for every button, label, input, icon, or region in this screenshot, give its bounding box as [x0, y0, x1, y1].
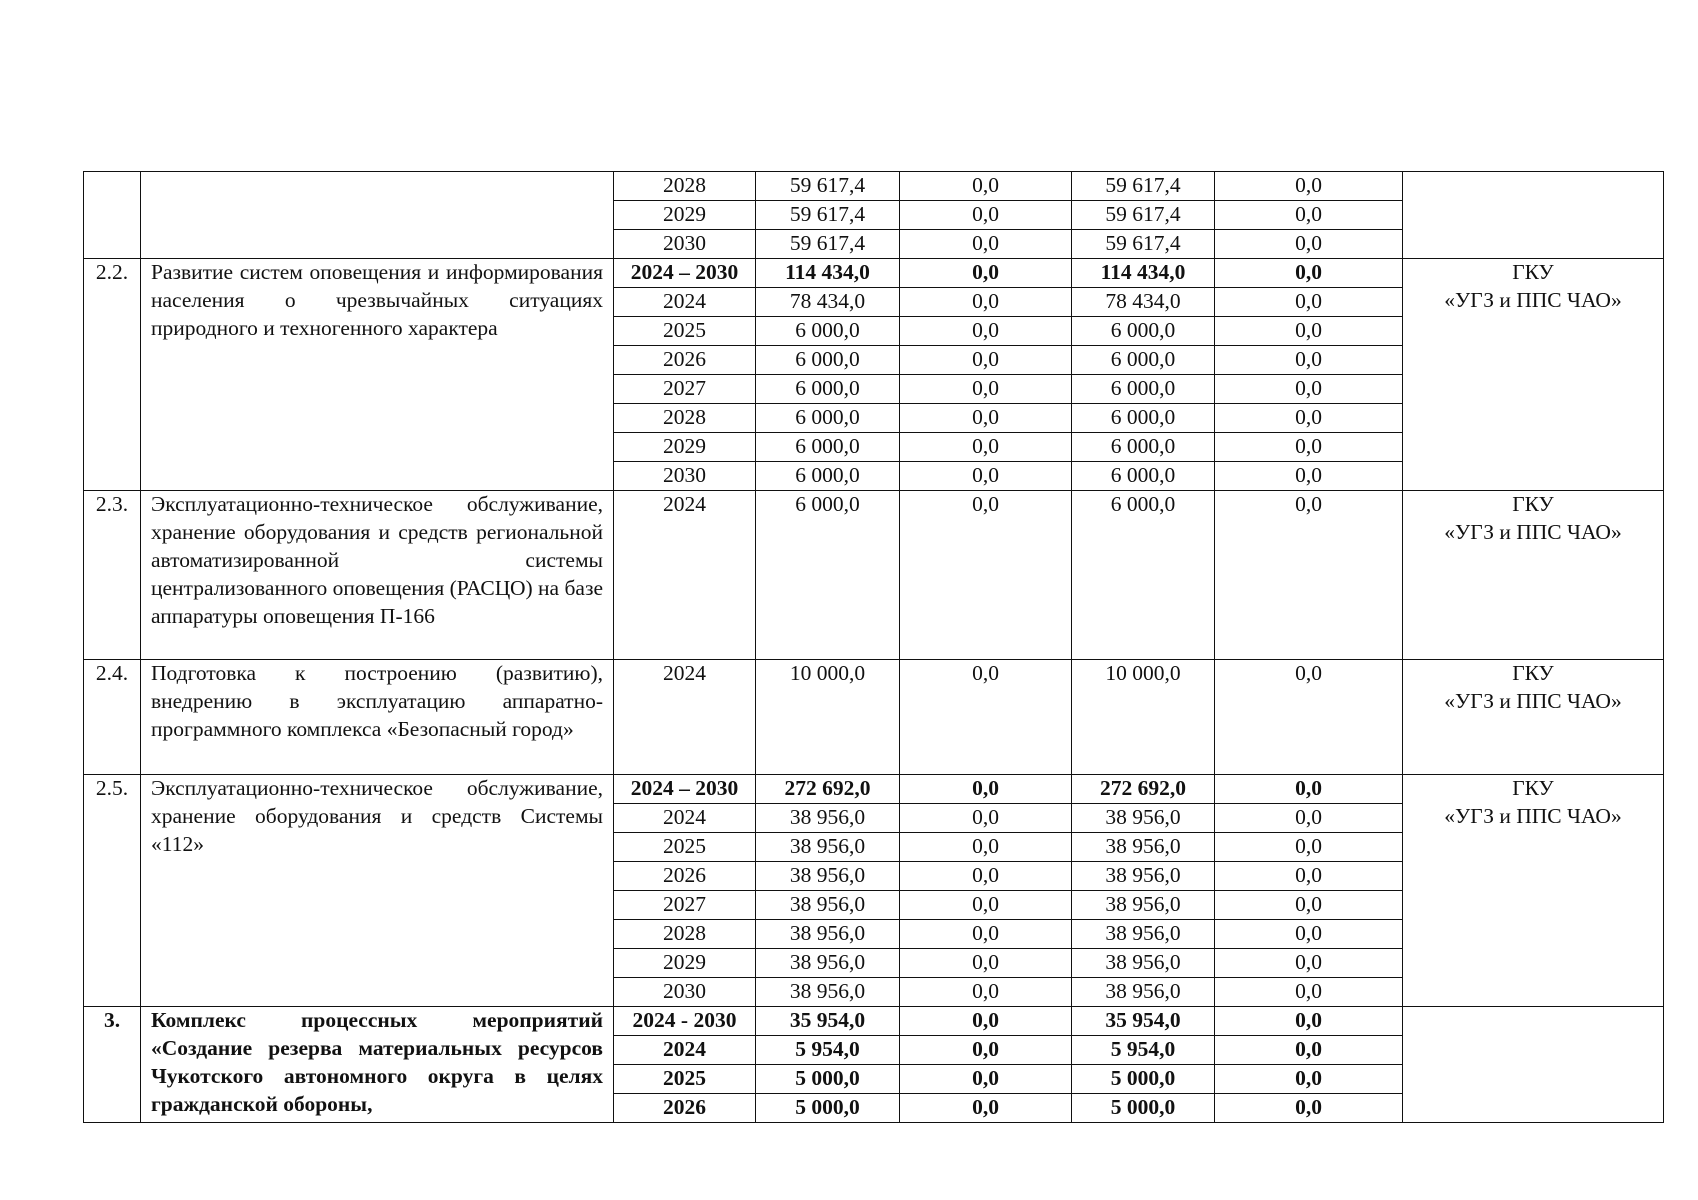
year-cell: 2028: [614, 404, 756, 433]
other-cell: 0,0: [1215, 259, 1403, 288]
federal-cell: 0,0: [900, 1065, 1072, 1094]
federal-cell: 0,0: [900, 288, 1072, 317]
total-cell: 6 000,0: [756, 346, 900, 375]
other-cell: 0,0: [1215, 1065, 1403, 1094]
year-cell: 2028: [614, 172, 756, 201]
table-row: [84, 491, 1664, 660]
executor-cell: [1403, 775, 1664, 1007]
year-cell: 2025: [614, 1065, 756, 1094]
item-description: Комплекс процессных мероприятий «Создание резерва материальных ресурсов Чукотского автономного округа в целях гражданской обороны,: [141, 1007, 614, 1123]
total-cell: 6 000,0: [756, 375, 900, 404]
other-cell: 0,0: [1215, 172, 1403, 201]
executor-line: ГКУ: [1512, 260, 1554, 284]
other-cell: 0,0: [1215, 462, 1403, 491]
regional-cell: 59 617,4: [1072, 230, 1215, 259]
regional-cell: 6 000,0: [1072, 433, 1215, 462]
federal-cell: 0,0: [900, 775, 1072, 804]
total-cell: 35 954,0: [756, 1007, 900, 1036]
total-cell: 114 434,0: [756, 259, 900, 288]
year-cell: 2026: [614, 862, 756, 891]
year-cell: 2028: [614, 920, 756, 949]
table-row: [84, 172, 1664, 201]
regional-cell: 6 000,0: [1072, 462, 1215, 491]
executor-line: ГКУ: [1512, 661, 1554, 685]
other-cell: 0,0: [1215, 660, 1403, 775]
other-cell: 0,0: [1215, 317, 1403, 346]
item-number: 3.: [84, 1007, 141, 1123]
item-number: [84, 172, 141, 259]
year-cell: 2024 – 2030: [614, 775, 756, 804]
year-cell: 2027: [614, 375, 756, 404]
regional-cell: 59 617,4: [1072, 172, 1215, 201]
total-cell: 5 954,0: [756, 1036, 900, 1065]
other-cell: 0,0: [1215, 346, 1403, 375]
other-cell: 0,0: [1215, 804, 1403, 833]
regional-cell: 6 000,0: [1072, 404, 1215, 433]
total-cell: 5 000,0: [756, 1094, 900, 1123]
item-description: Эксплуатационно-техническое обслуживание, хранение оборудования и средств региональной автоматизированной системы централизованного оповещения (РАСЦО) на базе аппаратуры оповещения П-166: [141, 491, 614, 660]
federal-cell: 0,0: [900, 172, 1072, 201]
federal-cell: 0,0: [900, 404, 1072, 433]
year-cell: 2030: [614, 462, 756, 491]
regional-cell: 6 000,0: [1072, 375, 1215, 404]
federal-cell: 0,0: [900, 949, 1072, 978]
federal-cell: 0,0: [900, 346, 1072, 375]
executor-line: «УГЗ и ППС ЧАО»: [1444, 287, 1622, 312]
total-cell: 38 956,0: [756, 949, 900, 978]
total-cell: 6 000,0: [756, 317, 900, 346]
item-number: 2.5.: [84, 775, 141, 1007]
item-number: 2.3.: [84, 491, 141, 660]
total-cell: 6 000,0: [756, 462, 900, 491]
executor-cell: [1403, 259, 1664, 491]
regional-cell: 5 000,0: [1072, 1065, 1215, 1094]
year-cell: 2024 - 2030: [614, 1007, 756, 1036]
total-cell: 5 000,0: [756, 1065, 900, 1094]
executor-cell: [1403, 491, 1664, 660]
year-cell: 2030: [614, 978, 756, 1007]
regional-cell: 38 956,0: [1072, 891, 1215, 920]
year-cell: 2029: [614, 949, 756, 978]
total-cell: 272 692,0: [756, 775, 900, 804]
other-cell: 0,0: [1215, 949, 1403, 978]
other-cell: 0,0: [1215, 201, 1403, 230]
other-cell: 0,0: [1215, 1036, 1403, 1065]
executor-cell: [1403, 660, 1664, 775]
other-cell: 0,0: [1215, 375, 1403, 404]
regional-cell: 6 000,0: [1072, 317, 1215, 346]
federal-cell: 0,0: [900, 462, 1072, 491]
federal-cell: 0,0: [900, 1094, 1072, 1123]
total-cell: 59 617,4: [756, 201, 900, 230]
item-number: 2.2.: [84, 259, 141, 491]
total-cell: 6 000,0: [756, 404, 900, 433]
year-cell: 2025: [614, 833, 756, 862]
executor-line: «УГЗ и ППС ЧАО»: [1444, 803, 1622, 828]
executor-line: «УГЗ и ППС ЧАО»: [1444, 519, 1622, 544]
year-cell: 2024 – 2030: [614, 259, 756, 288]
year-cell: 2026: [614, 1094, 756, 1123]
federal-cell: 0,0: [900, 978, 1072, 1007]
executor-cell: [1403, 1007, 1664, 1123]
federal-cell: 0,0: [900, 862, 1072, 891]
item-description: Подготовка к построению (развитию), внедрению в эксплуатацию аппаратно-программного комплекса «Безопасный город»: [141, 660, 614, 775]
total-cell: 59 617,4: [756, 230, 900, 259]
year-cell: 2025: [614, 317, 756, 346]
year-cell: 2024: [614, 288, 756, 317]
year-cell: 2029: [614, 201, 756, 230]
federal-cell: 0,0: [900, 891, 1072, 920]
regional-cell: 38 956,0: [1072, 978, 1215, 1007]
regional-cell: 35 954,0: [1072, 1007, 1215, 1036]
total-cell: 38 956,0: [756, 920, 900, 949]
year-cell: 2024: [614, 1036, 756, 1065]
regional-cell: 272 692,0: [1072, 775, 1215, 804]
financing-table: [83, 171, 1664, 1123]
table-row: [84, 259, 1664, 288]
executor-line: ГКУ: [1512, 776, 1554, 800]
year-cell: 2024: [614, 804, 756, 833]
regional-cell: 59 617,4: [1072, 201, 1215, 230]
other-cell: 0,0: [1215, 1094, 1403, 1123]
total-cell: 59 617,4: [756, 172, 900, 201]
item-description: [141, 172, 614, 259]
total-cell: 6 000,0: [756, 433, 900, 462]
total-cell: 6 000,0: [756, 491, 900, 660]
regional-cell: 78 434,0: [1072, 288, 1215, 317]
year-cell: 2029: [614, 433, 756, 462]
year-cell: 2030: [614, 230, 756, 259]
other-cell: 0,0: [1215, 433, 1403, 462]
federal-cell: 0,0: [900, 317, 1072, 346]
item-description: Эксплуатационно-техническое обслуживание, хранение оборудования и средств Системы «112»: [141, 775, 614, 1007]
other-cell: 0,0: [1215, 920, 1403, 949]
table-row: [84, 1007, 1664, 1036]
total-cell: 38 956,0: [756, 891, 900, 920]
other-cell: 0,0: [1215, 775, 1403, 804]
regional-cell: 38 956,0: [1072, 804, 1215, 833]
regional-cell: 38 956,0: [1072, 920, 1215, 949]
executor-line: «УГЗ и ППС ЧАО»: [1444, 688, 1622, 713]
federal-cell: 0,0: [900, 804, 1072, 833]
total-cell: 38 956,0: [756, 862, 900, 891]
regional-cell: 114 434,0: [1072, 259, 1215, 288]
regional-cell: 6 000,0: [1072, 491, 1215, 660]
federal-cell: 0,0: [900, 920, 1072, 949]
item-description: Развитие систем оповещения и информирования населения о чрезвычайных ситуациях природного и техногенного характера: [141, 259, 614, 491]
federal-cell: 0,0: [900, 259, 1072, 288]
executor-line: ГКУ: [1512, 492, 1554, 516]
year-cell: 2024: [614, 660, 756, 775]
other-cell: 0,0: [1215, 891, 1403, 920]
other-cell: 0,0: [1215, 978, 1403, 1007]
federal-cell: 0,0: [900, 491, 1072, 660]
federal-cell: 0,0: [900, 433, 1072, 462]
item-number: 2.4.: [84, 660, 141, 775]
total-cell: 38 956,0: [756, 978, 900, 1007]
federal-cell: 0,0: [900, 833, 1072, 862]
other-cell: 0,0: [1215, 862, 1403, 891]
table-row: [84, 775, 1664, 804]
other-cell: 0,0: [1215, 491, 1403, 660]
regional-cell: 5 000,0: [1072, 1094, 1215, 1123]
total-cell: 10 000,0: [756, 660, 900, 775]
year-cell: 2024: [614, 491, 756, 660]
regional-cell: 6 000,0: [1072, 346, 1215, 375]
federal-cell: 0,0: [900, 201, 1072, 230]
year-cell: 2026: [614, 346, 756, 375]
federal-cell: 0,0: [900, 375, 1072, 404]
regional-cell: 38 956,0: [1072, 833, 1215, 862]
other-cell: 0,0: [1215, 1007, 1403, 1036]
total-cell: 38 956,0: [756, 833, 900, 862]
year-cell: 2027: [614, 891, 756, 920]
regional-cell: 10 000,0: [1072, 660, 1215, 775]
table-row: [84, 660, 1664, 775]
other-cell: 0,0: [1215, 833, 1403, 862]
executor-cell: [1403, 172, 1664, 259]
federal-cell: 0,0: [900, 1036, 1072, 1065]
federal-cell: 0,0: [900, 660, 1072, 775]
total-cell: 78 434,0: [756, 288, 900, 317]
total-cell: 38 956,0: [756, 804, 900, 833]
federal-cell: 0,0: [900, 230, 1072, 259]
other-cell: 0,0: [1215, 288, 1403, 317]
federal-cell: 0,0: [900, 1007, 1072, 1036]
other-cell: 0,0: [1215, 404, 1403, 433]
regional-cell: 38 956,0: [1072, 949, 1215, 978]
regional-cell: 38 956,0: [1072, 862, 1215, 891]
regional-cell: 5 954,0: [1072, 1036, 1215, 1065]
other-cell: 0,0: [1215, 230, 1403, 259]
